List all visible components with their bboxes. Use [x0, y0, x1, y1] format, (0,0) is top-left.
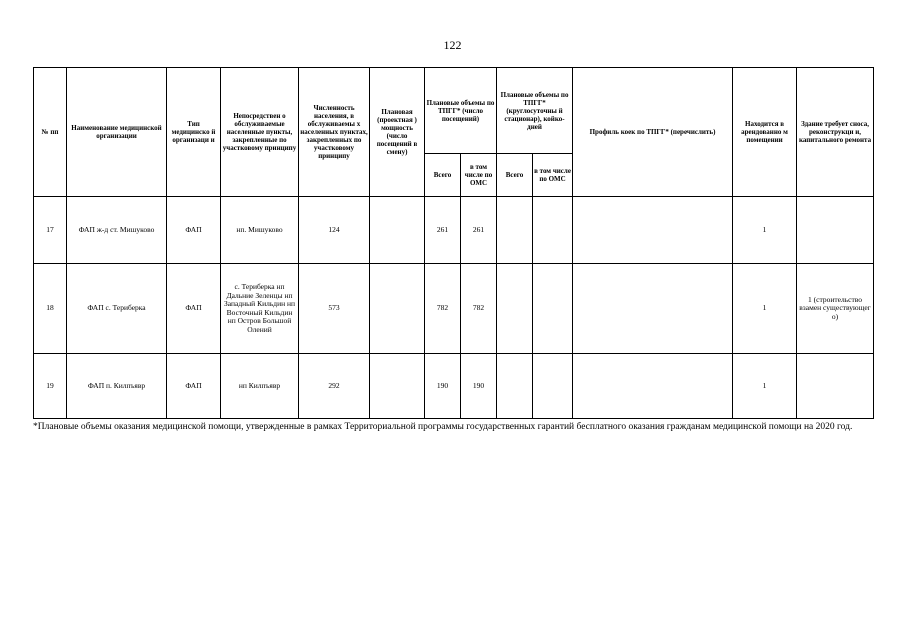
table-row [34, 354, 874, 419]
cell-beds-total [497, 264, 533, 354]
cell-capacity [370, 197, 425, 264]
header-settlements: Непосредствен о обслуживаемые населенные пункты, закрепленные по участковому принципу [221, 68, 299, 197]
cell-beds-total [497, 197, 533, 264]
cell-num: 18 [34, 264, 67, 354]
page-number: 122 [443, 38, 462, 52]
cell-visits-oms: 261 [461, 197, 497, 264]
cell-visits-total: 190 [425, 354, 461, 419]
cell-settlements: с. Териберка нп Дальние Зеленцы нп Западный Кильдин нп Восточный Кильдин нп Остров Большой Олений [221, 264, 299, 354]
cell-type: ФАП [167, 264, 221, 354]
table-row [34, 264, 874, 354]
table-header-row [34, 68, 874, 154]
cell-population: 292 [299, 354, 370, 419]
cell-profile [573, 197, 733, 264]
cell-profile [573, 354, 733, 419]
cell-rented: 1 [733, 264, 797, 354]
cell-type: ФАП [167, 354, 221, 419]
header-beds-group: Плановые объемы по ТПГГ* (круглосуточны й стационар), койко-дней [497, 68, 573, 154]
cell-name: ФАП п. Килпъявр [67, 354, 167, 419]
header-num: № пп [34, 68, 67, 197]
header-visits-total: Всего [425, 154, 461, 197]
header-capacity: Плановая (проектная ) мощность (число посещений в смену) [370, 68, 425, 197]
cell-beds-oms [533, 197, 573, 264]
header-beds-oms: в том числе по ОМС [533, 154, 573, 197]
cell-visits-oms: 190 [461, 354, 497, 419]
cell-num: 19 [34, 354, 67, 419]
header-population: Численность населения, в обслуживаемы х населенных пунктах, закрепленных по участковому принципу [299, 68, 370, 197]
header-visits-group: Плановые объемы по ТПГГ* (число посещений) [425, 68, 497, 154]
cell-beds-oms [533, 354, 573, 419]
header-rented: Находится в арендованно м помещении [733, 68, 797, 197]
cell-type: ФАП [167, 197, 221, 264]
header-profile: Профиль коек по ТПГГ* (перечислить) [573, 68, 733, 197]
cell-population: 573 [299, 264, 370, 354]
medical-organizations-table [33, 67, 874, 419]
cell-capacity [370, 354, 425, 419]
cell-beds-total [497, 354, 533, 419]
header-type: Тип медицинско й организаци и [167, 68, 221, 197]
cell-rented: 1 [733, 354, 797, 419]
footnote: *Плановые объемы оказания медицинской помощи, утвержденные в рамках Территориальной программы государственных гарантий бесплатного оказания гражданам медицинской помощи на 2020 год. [33, 422, 853, 432]
cell-population: 124 [299, 197, 370, 264]
cell-profile [573, 264, 733, 354]
cell-repair [797, 197, 874, 264]
header-beds-total: Всего [497, 154, 533, 197]
cell-repair: 1 (строительство взамен существующег о) [797, 264, 874, 354]
cell-repair [797, 354, 874, 419]
cell-visits-total: 782 [425, 264, 461, 354]
header-repair: Здание требует сноса, реконструкци и, капитального ремонта [797, 68, 874, 197]
header-visits-oms: в том числе по ОМС [461, 154, 497, 197]
table-row [34, 197, 874, 264]
header-name: Наименование медицинской организации [67, 68, 167, 197]
cell-visits-total: 261 [425, 197, 461, 264]
cell-visits-oms: 782 [461, 264, 497, 354]
cell-settlements: нп Килпъявр [221, 354, 299, 419]
cell-name: ФАП ж-д ст. Мишуково [67, 197, 167, 264]
cell-rented: 1 [733, 197, 797, 264]
cell-settlements: нп. Мишуково [221, 197, 299, 264]
cell-num: 17 [34, 197, 67, 264]
cell-capacity [370, 264, 425, 354]
cell-beds-oms [533, 264, 573, 354]
cell-name: ФАП с. Териберка [67, 264, 167, 354]
